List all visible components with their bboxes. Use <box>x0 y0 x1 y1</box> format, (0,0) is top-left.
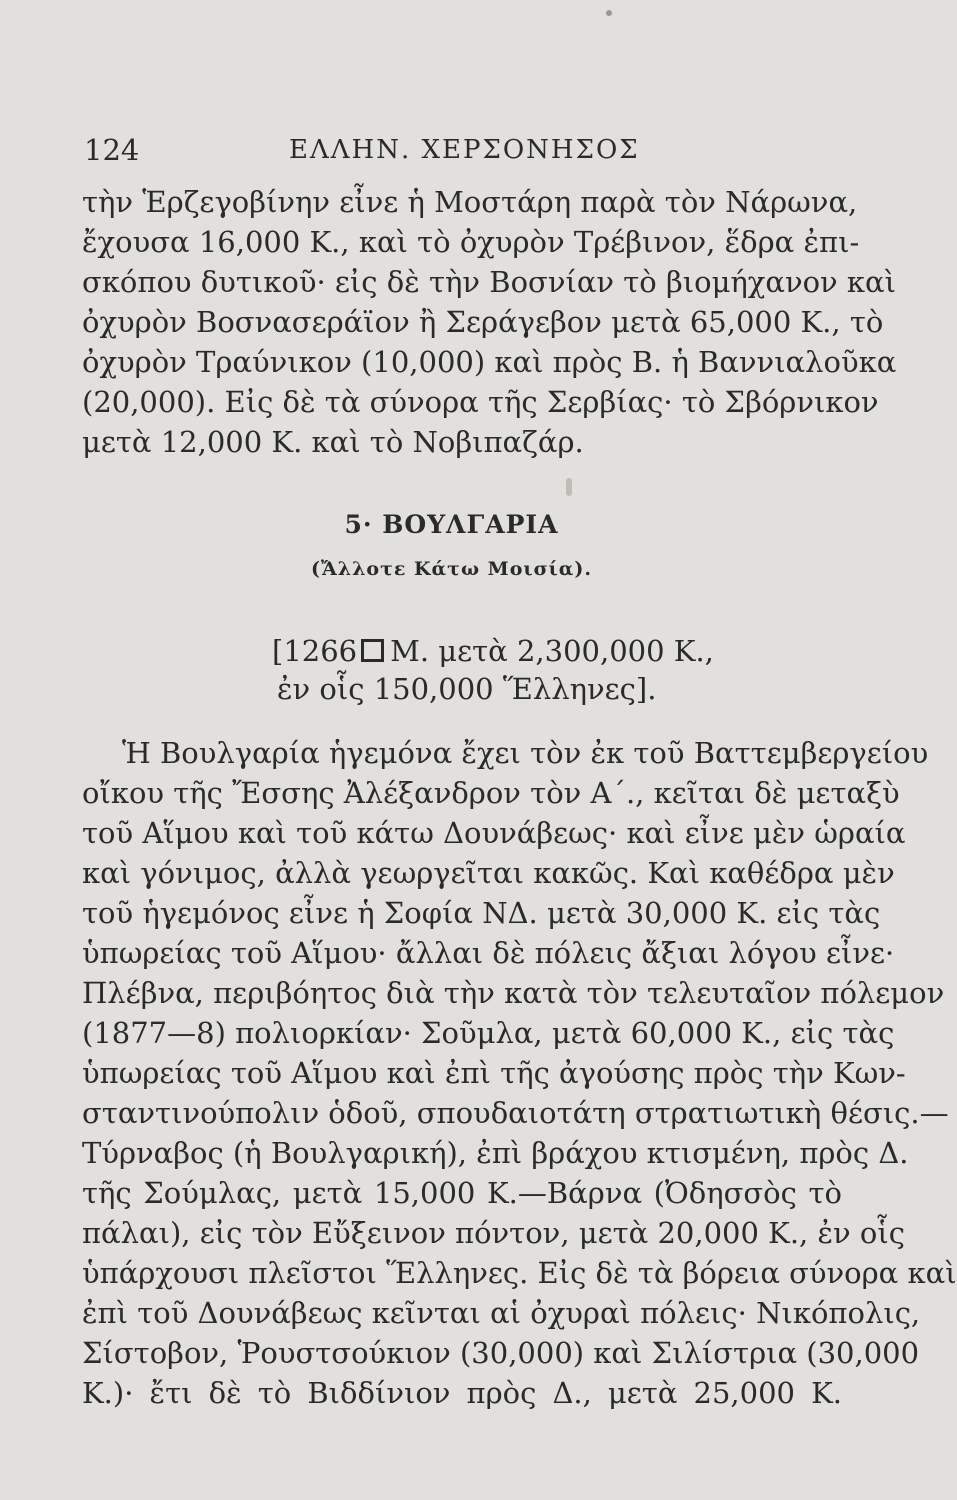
text-line: σταντινούπολιν ὁδοῦ, σπουδαιοτάτη στρατιωτικὴ θέσις.— <box>82 1096 949 1130</box>
text-line: Κ.)· ἔτι δὲ τὸ Βιδδίνιον πρὸς Δ., μετὰ 25,000 Κ. <box>82 1376 842 1410</box>
text-line: ἐπὶ τοῦ Δουνάβεως κεῖνται αἱ ὀχυραὶ πόλεις· Νικόπολις, <box>82 1296 921 1330</box>
text-line: σκόπου δυτικοῦ· εἰς δὲ τὴν Βοσνίαν τὸ βιομήχανον καὶ <box>82 265 896 299</box>
text-line: τοῦ Αἵμου καὶ τοῦ κάτω Δουνάβεως· καὶ εἶνε μὲν ὡραία <box>82 816 906 850</box>
text-line: τῆς Σούμλας, μετὰ 15,000 Κ.—Βάρνα (Ὀδησσὸς τὸ <box>82 1176 842 1210</box>
square-symbol-icon <box>361 639 384 662</box>
section-subtitle: (Ἄλλοτε Κάτω Μοισία). <box>310 558 592 580</box>
text-line: ὀχυρὸν Βοσνασεράϊον ἢ Σεράγεβον μετὰ 65,000 Κ., τὸ <box>82 305 884 339</box>
text-line: ὑπάρχουσι πλεῖστοι Ἕλληνες. Εἰς δὲ τὰ βόρεια σύνορα καὶ <box>82 1256 957 1290</box>
stats-population: Μ. μετὰ 2,300,000 Κ., <box>390 634 714 668</box>
text-line: τὴν Ἑρζεγοβίνην εἶνε ἡ Μοστάρη παρὰ τὸν Νάρωνα, <box>82 185 858 219</box>
text-line: (1877—8) πολιορκίαν· Σοῦμλα, μετὰ 60,000 Κ., εἰς τὰς <box>82 1016 895 1050</box>
text-line: καὶ γόνιμος, ἀλλὰ γεωργεῖται κακῶς. Καὶ καθέδρα μὲν <box>82 856 895 890</box>
stats-line-greeks: ἐν οἷς 150,000 Ἕλληνες]. <box>277 672 657 706</box>
page-header <box>84 133 824 173</box>
page-number: 124 <box>84 133 140 167</box>
text-line: ὑπωρείας τοῦ Αἵμου· ἄλλαι δὲ πόλεις ἄξιαι λόγου εἶνε· <box>82 936 895 970</box>
paragraph-bulgaria <box>82 733 957 1413</box>
running-head: ΕΛΛΗΝ. ΧΕΡΣΟΝΗΣΟΣ <box>289 135 640 165</box>
paper-fleck <box>566 478 572 496</box>
text-line: Ἡ Βουλγαρία ἡγεμόνα ἔχει τὸν ἐκ τοῦ Βαττεμβεργείου <box>122 736 929 770</box>
text-line: Σίστοβον, Ῥουστσούκιον (30,000) καὶ Σιλίστρια (30,000 <box>82 1336 920 1370</box>
stats-line-area-population <box>272 634 714 668</box>
text-line: τοῦ ἡγεμόνος εἶνε ἡ Σοφία ΝΔ. μετὰ 30,000 Κ. εἰς τὰς <box>82 896 881 930</box>
text-line: ἔχουσα 16,000 Κ., καὶ τὸ ὀχυρὸν Τρέβινον, ἕδρα ἐπι- <box>82 225 860 259</box>
text-line: ὀχυρὸν Τραύνικον (10,000) καὶ πρὸς Β. ἡ Βαννιαλοῦκα <box>82 345 897 379</box>
text-line: (20,000). Εἰς δὲ τὰ σύνορα τῆς Σερβίας· τὸ Σβόρνικον <box>82 385 879 419</box>
stats-area: [1266 <box>272 634 358 668</box>
text-line: οἴκου τῆς Ἔσσης Ἀλέξανδρον τὸν Α΄., κεῖται δὲ μεταξὺ <box>82 776 900 810</box>
text-line: Πλέβνα, περιβόητος διὰ τὴν κατὰ τὸν τελευταῖον πόλεμον <box>82 976 945 1010</box>
text-line: ὑπωρείας τοῦ Αἵμου καὶ ἐπὶ τῆς ἀγούσης πρὸς τὴν Κων- <box>82 1056 906 1090</box>
text-line: μετὰ 12,000 Κ. καὶ τὸ Νοβιπαζάρ. <box>82 425 584 459</box>
ink-speck <box>606 10 612 16</box>
section-title: 5· ΒΟΥΛΓΑΡΙΑ <box>344 510 559 539</box>
paragraph-herzegovina-bosnia <box>82 182 897 462</box>
text-line: Τύρναβος (ἡ Βουλγαρική), ἐπὶ βράχου κτισμένη, πρὸς Δ. <box>82 1136 909 1170</box>
text-line: πάλαι), εἰς τὸν Εὔξεινον πόντον, μετὰ 20,000 Κ., ἐν οἷς <box>82 1216 905 1250</box>
